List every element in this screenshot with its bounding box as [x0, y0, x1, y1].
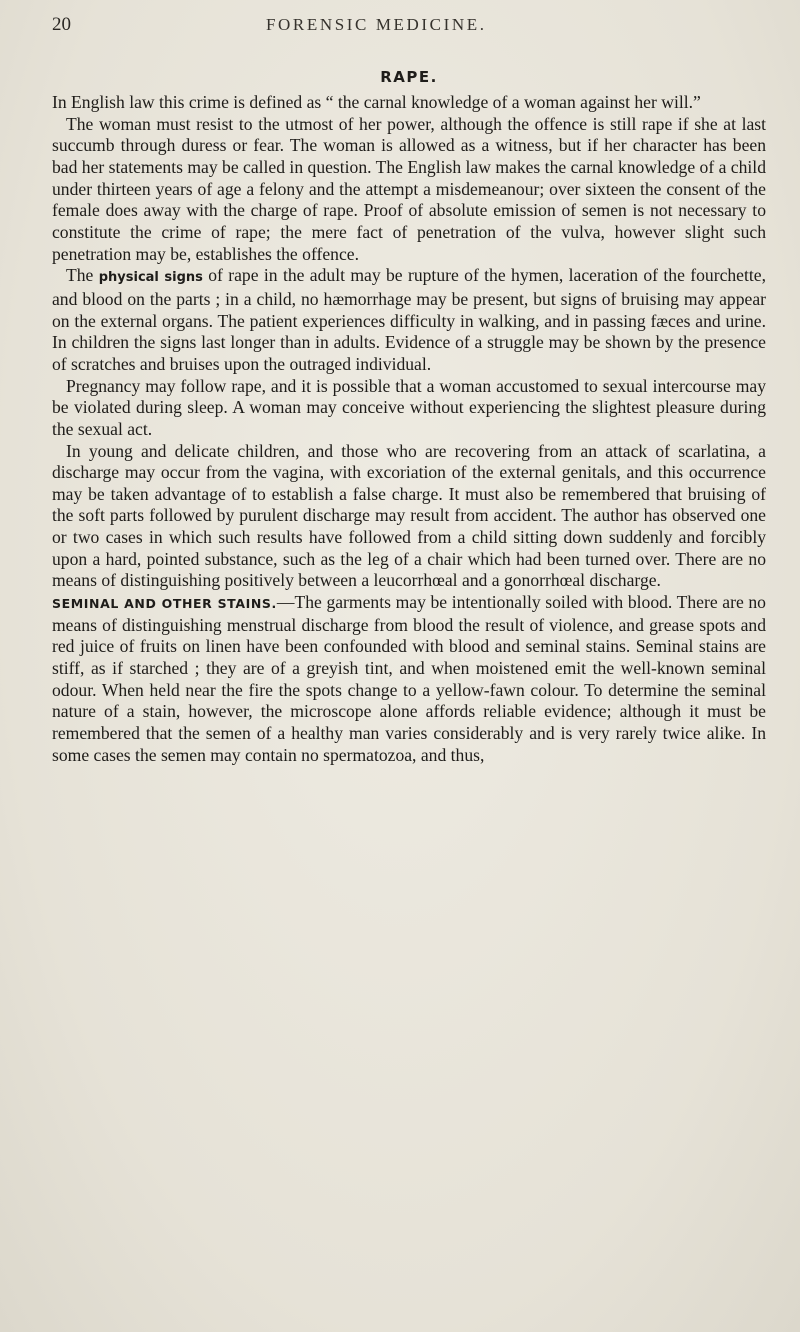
text-run: of rape in the adult may be rupture of the hymen, laceration of the fourchette, and blood on the parts ; in a child, no hæmorrhage may be present, but signs of bruising may appear on the external organs. The patient experiences difficulty in walking, and in passing fæces and urine. In children the signs last longer than in adults. Evidence of a struggle may be shown by the presence of scratches and bruises upon the outraged individual.	[52, 265, 766, 374]
paragraph-pregnancy: Pregnancy may follow rape, and it is possible that a woman accustomed to sexual intercourse may be violated during sleep. A woman may conceive without experiencing the slightest pleasure during the sexual act.	[52, 375, 766, 439]
paragraph-physical-signs	[52, 265, 766, 375]
page-number: 20	[52, 14, 71, 35]
paragraph-definition: In English law this crime is defined as “ the carnal knowledge of a woman against her will.”	[52, 92, 701, 112]
text-run: The	[66, 265, 99, 286]
running-title: FORENSIC MEDICINE.	[266, 15, 487, 34]
body-text	[52, 92, 766, 766]
paragraph-stains	[52, 592, 766, 766]
paragraph-resistance: The woman must resist to the utmost of her power, although the offence is still rape if she at last succumb through duress or fear. The woman is allowed as a witness, but if her character has been bad her statements may be called in question. The English law makes the carnal knowledge of a child under thirteen years of age a felony and the attempt a misdemeanour; over sixteen the consent of the female does away with the charge of rape. Proof of absolute emission of semen is not necessary to constitute the crime of rape; the mere fact of penetration of the vulva, however slight such penetration may be, establishes the offence.	[52, 113, 766, 264]
running-head	[52, 14, 766, 48]
paragraph-children: In young and delicate children, and those who are recovering from an attack of scarlatina, a discharge may occur from the vagina, with excoriation of the external genitals, and this occurrence may be taken advantage of to establish a false charge. It must also be remembered that bruising of the soft parts followed by purulent discharge may result from accident. The author has observed one or two cases in which such results have followed from a child sitting down suddenly and forcibly upon a hard, pointed substance, such as the leg of a chair which had been turned over. There are no means of distinguishing positively between a leucorrhœal and a gonorrhœal discharge.	[52, 440, 766, 591]
text-run: —The garments may be intentionally soiled with blood. There are no means of distinguishing menstrual discharge from blood the result of violence, and grease spots and red juice of fruits on linen have been confounded with blood and seminal stains. Seminal stains are stiff, as if starched ; they are of a greyish tint, and when moistened emit the well-known seminal odour. When held near the fire the spots change to a yellow-fawn colour. To determine the seminal nature of a stain, however, the microscope alone affords reliable evidence; although it must be remembered that the semen of a healthy man varies considerably and is very rarely twice alike. In some cases the semen may contain no spermatozoa, and thus,	[52, 592, 766, 765]
section-title: RAPE.	[380, 68, 438, 86]
physical-signs-emphasis: physical signs	[98, 270, 203, 286]
stains-subheading: SEMINAL AND OTHER STAINS.	[52, 596, 277, 612]
